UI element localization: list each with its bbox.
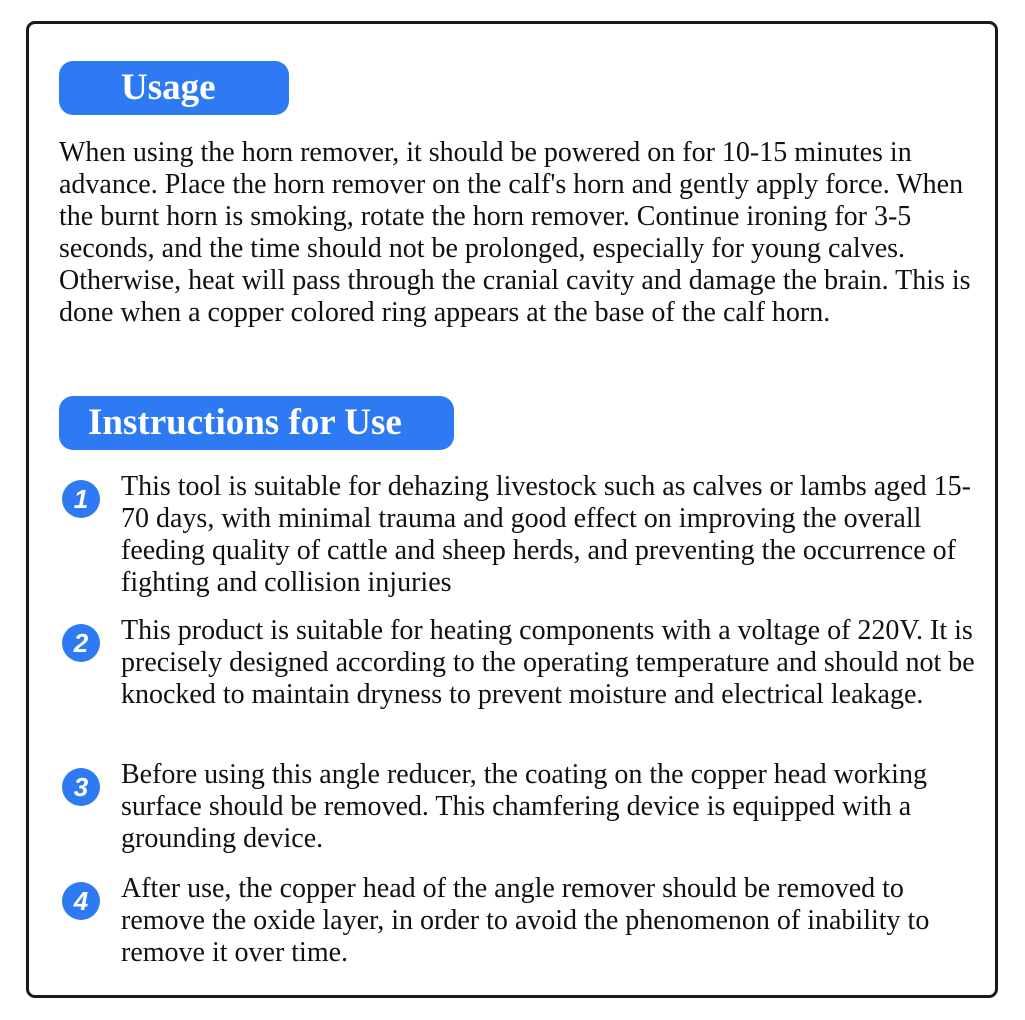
- instructions-heading: Instructions for Use: [59, 396, 454, 450]
- instruction-text: This tool is suitable for dehazing livestock such as calves or lambs aged 15-70 days, with minimal trauma and good effect on improving the overall feeding quality of cattle and sheep herds, and preventing the occurrence of fighting and collision injuries: [121, 471, 971, 598]
- number-badge-icon: 4: [62, 882, 100, 920]
- instruction-text: This product is suitable for heating components with a voltage of 220V. It is precisely designed according to the operating temperature and should not be knocked to maintain dryness to prevent moisture and electrical leakage.: [121, 615, 975, 710]
- number-badge-icon: 1: [62, 480, 100, 518]
- usage-heading: Usage: [59, 61, 289, 115]
- usage-paragraph: When using the horn remover, it should be powered on for 10-15 minutes in advance. Place the horn remover on the calf's horn and gently apply force. When the burnt horn is smoking, rotate the horn remover. Continue ironing for 3-5 seconds, and the time should not be prolonged, especially for young calves. Otherwise, heat will pass through the cranial cavity and damage the brain. This is done when a copper colored ring appears at the base of the calf horn.: [59, 137, 971, 328]
- number-badge-icon: 3: [62, 768, 100, 806]
- instruction-text: Before using this angle reducer, the coating on the copper head working surface should be removed. This chamfering device is equipped with a grounding device.: [121, 759, 927, 854]
- number-badge-icon: 2: [62, 624, 100, 662]
- instruction-text: After use, the copper head of the angle remover should be removed to remove the oxide layer, in order to avoid the phenomenon of inability to remove it over time.: [121, 873, 930, 968]
